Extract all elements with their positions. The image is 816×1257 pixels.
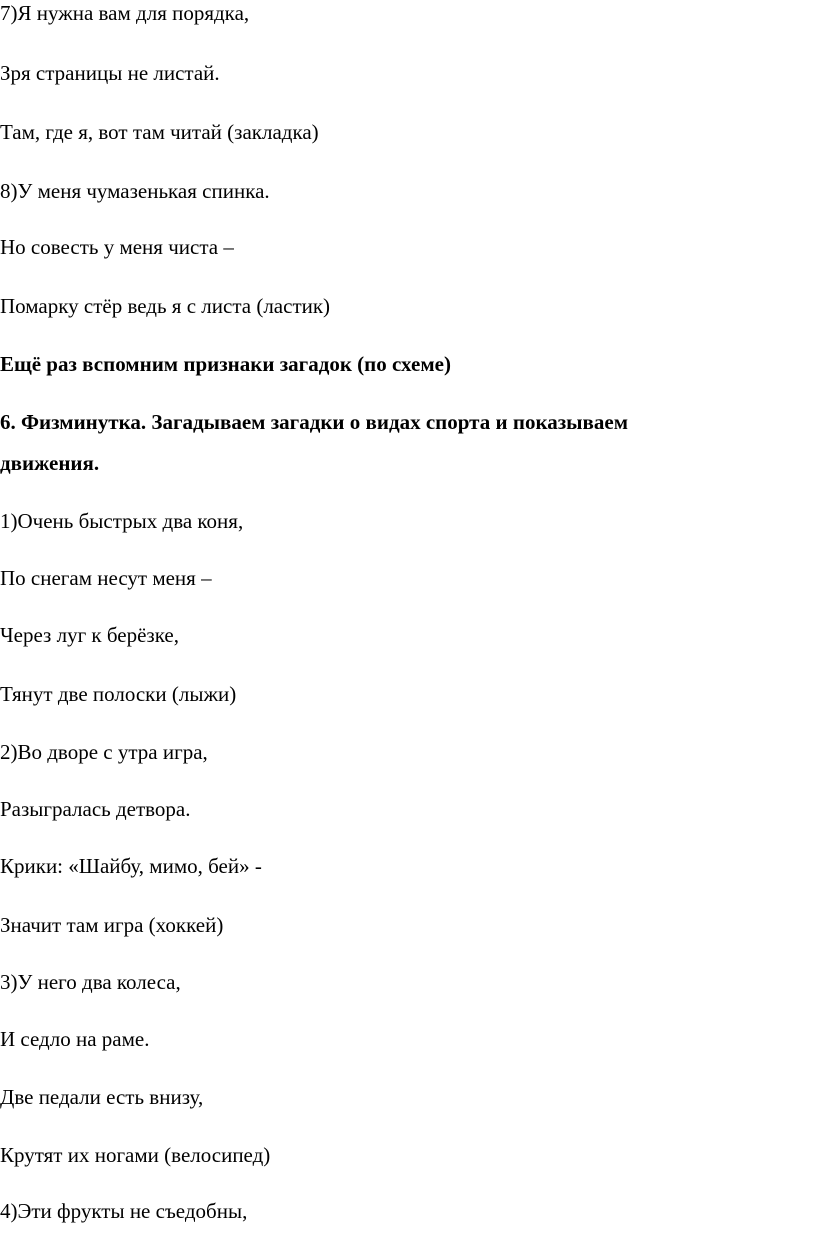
text-line: 2)Во дворе с утра игра, bbox=[0, 740, 208, 764]
text-line: Значит там игра (хоккей) bbox=[0, 913, 224, 937]
text-line: И седло на раме. bbox=[0, 1027, 150, 1051]
text-line: Через луг к берёзке, bbox=[0, 623, 179, 647]
text-line: Тянут две полоски (лыжи) bbox=[0, 682, 237, 706]
section-heading: Ещё раз вспомним признаки загадок (по схеме) bbox=[0, 352, 451, 376]
section-heading-continuation: движения. bbox=[0, 451, 100, 475]
text-line: 8)У меня чумазенькая спинка. bbox=[0, 179, 270, 203]
text-line: 3)У него два колеса, bbox=[0, 970, 181, 994]
text-line: По снегам несут меня – bbox=[0, 566, 212, 590]
text-line: Крутят их ногами (велосипед) bbox=[0, 1143, 271, 1167]
text-line: Там, где я, вот там читай (закладка) bbox=[0, 120, 319, 144]
text-line: Крики: «Шайбу, мимо, бей» - bbox=[0, 854, 262, 878]
text-line: Помарку стёр ведь я с листа (ластик) bbox=[0, 294, 331, 318]
text-line: Но совесть у меня чиста – bbox=[0, 235, 234, 259]
text-line: 4)Эти фрукты не съедобны, bbox=[0, 1199, 248, 1223]
text-line: 1)Очень быстрых два коня, bbox=[0, 509, 244, 533]
text-line: Разыгралась детвора. bbox=[0, 797, 191, 821]
text-line: Две педали есть внизу, bbox=[0, 1085, 204, 1109]
text-line: Зря страницы не листай. bbox=[0, 61, 220, 85]
text-line: 7)Я нужна вам для порядка, bbox=[0, 1, 250, 25]
section-heading: 6. Физминутка. Загадываем загадки о видах спорта и показываем bbox=[0, 410, 629, 434]
